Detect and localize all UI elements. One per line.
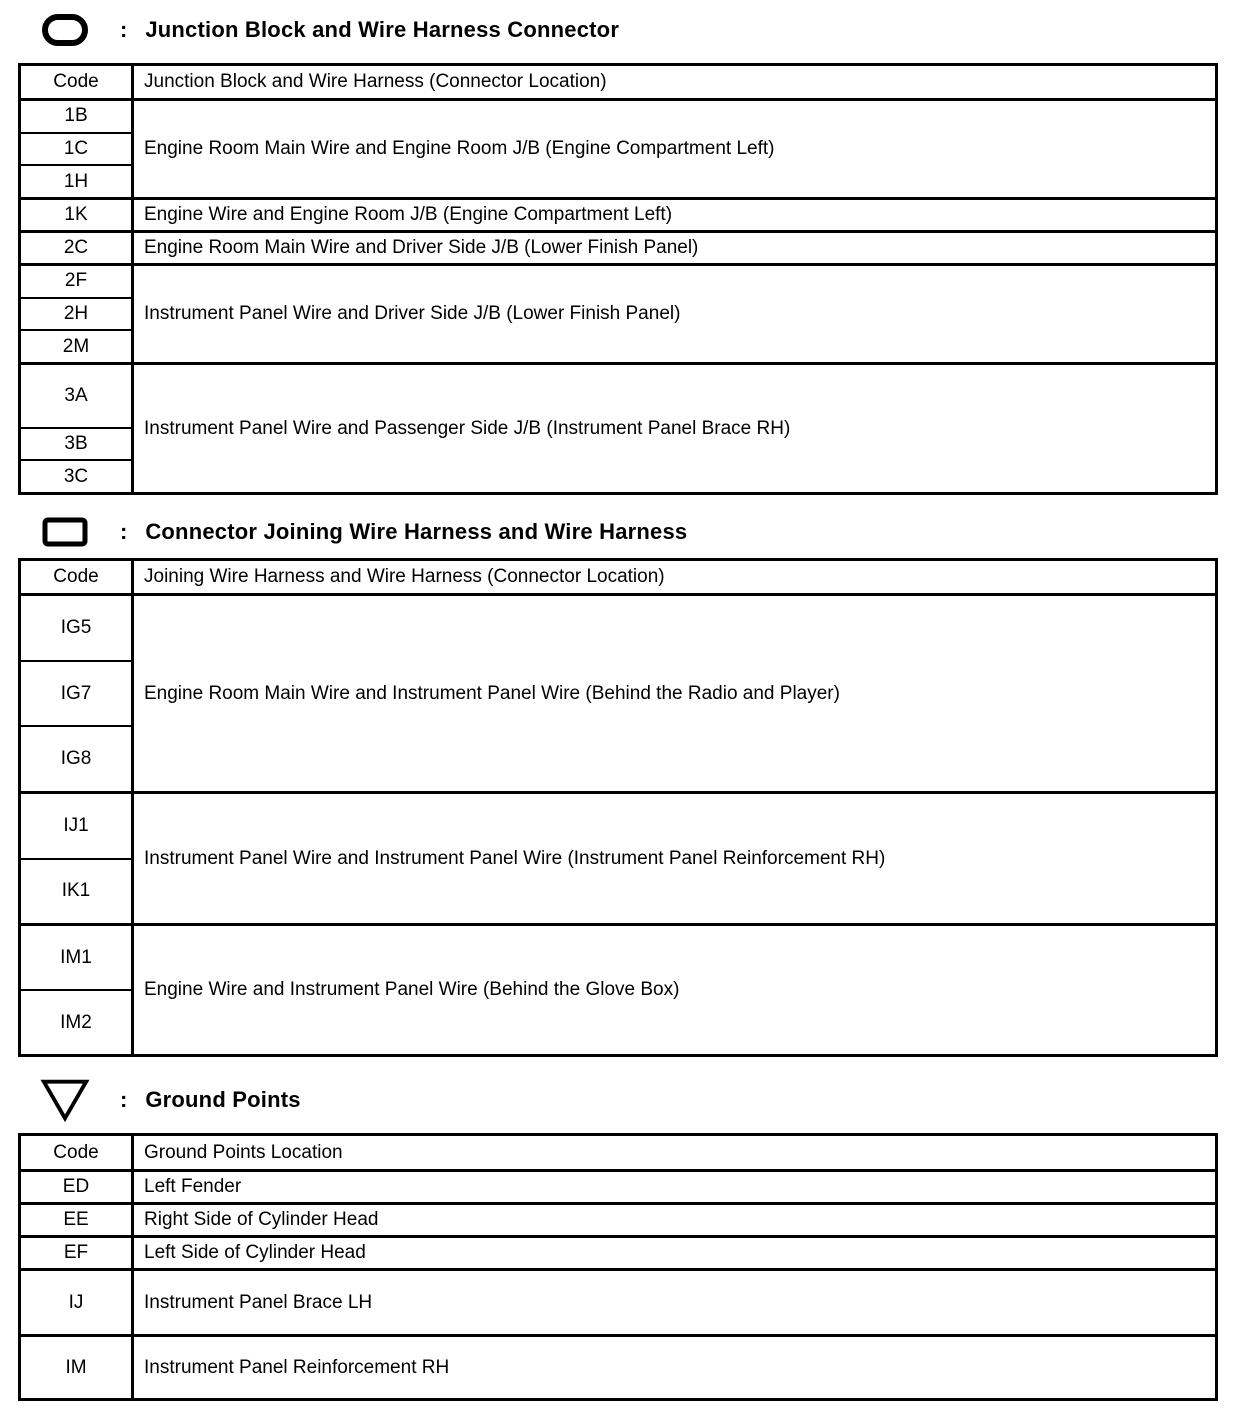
description-cell: Right Side of Cylinder Head (144, 1209, 379, 1230)
header-code: Code (53, 1141, 99, 1163)
code-cell: 1C (21, 132, 131, 165)
code-cell: 2C (63, 237, 89, 258)
section-heading-junction-block (40, 8, 619, 52)
junction-block-table (18, 63, 1218, 495)
description-cell: Left Side of Cylinder Head (144, 1242, 366, 1263)
description-cell: Engine Room Main Wire and Instrument Panel Wire (Behind the Radio and Player) (144, 682, 840, 704)
code-cell: 3A (64, 384, 88, 406)
table-row (21, 263, 1215, 362)
table-row (21, 1202, 1215, 1235)
code-cell: IK1 (21, 858, 131, 924)
code-cell: 1H (21, 164, 131, 197)
heading-colon: : (120, 1087, 128, 1112)
section-heading-ground-points (40, 1078, 301, 1122)
table-row (21, 1268, 1215, 1334)
section-title: Ground Points (145, 1087, 301, 1112)
code-cell: IM2 (21, 989, 131, 1054)
code-cell: 2M (21, 329, 131, 362)
rounded-oval-icon (40, 10, 90, 50)
description-cell: Engine Wire and Instrument Panel Wire (Behind the Glove Box) (144, 979, 680, 1000)
description-cell: Left Fender (144, 1176, 242, 1197)
code-cell: IJ (68, 1291, 84, 1313)
section-title: Connector Joining Wire Harness and Wire Harness (145, 519, 688, 544)
code-cell: 3C (21, 459, 131, 492)
code-cell: ED (62, 1176, 90, 1197)
code-cell: EF (63, 1242, 89, 1263)
code-cell: IG8 (21, 725, 131, 791)
description-cell: Instrument Panel Wire and Instrument Panel Wire (Instrument Panel Reinforcement RH) (144, 847, 886, 869)
table-row (21, 362, 1215, 492)
header-code: Code (53, 71, 99, 92)
rectangle-icon (40, 512, 90, 552)
table-row (21, 1235, 1215, 1268)
header-description: Joining Wire Harness and Wire Harness (Connector Location) (144, 566, 665, 587)
code-cell: 1K (64, 204, 88, 225)
description-cell: Engine Room Main Wire and Driver Side J/B (Lower Finish Panel) (144, 237, 699, 258)
triangle-down-icon (40, 1080, 90, 1120)
table-row (21, 923, 1215, 1054)
heading-colon: : (120, 17, 128, 42)
section-title: Junction Block and Wire Harness Connector (145, 17, 620, 42)
description-cell: Engine Wire and Engine Room J/B (Engine Compartment Left) (144, 204, 673, 225)
table-row (21, 197, 1215, 230)
connector-joining-table (18, 558, 1218, 1057)
table-header-row (21, 561, 1215, 593)
table-row (21, 791, 1215, 923)
description-cell: Instrument Panel Reinforcement RH (144, 1356, 450, 1378)
header-code: Code (53, 566, 99, 587)
description-cell: Engine Room Main Wire and Engine Room J/B (Engine Compartment Left) (144, 138, 775, 159)
ground-points-table (18, 1133, 1218, 1401)
table-row (21, 230, 1215, 263)
table-header-row (21, 66, 1215, 98)
description-cell: Instrument Panel Brace LH (144, 1291, 373, 1313)
code-cell: IM1 (60, 946, 92, 968)
description-cell: Instrument Panel Wire and Passenger Side J/B (Instrument Panel Brace RH) (144, 417, 791, 439)
code-cell: IM (65, 1356, 87, 1378)
table-header-row (21, 1136, 1215, 1169)
code-cell: 2H (21, 297, 131, 330)
heading-colon: : (120, 519, 128, 544)
code-cell: IG5 (60, 616, 92, 638)
code-cell: 1B (64, 105, 88, 127)
code-cell: 2F (64, 270, 88, 292)
code-cell: EE (63, 1209, 89, 1230)
section-heading-connector-joining (40, 510, 687, 554)
code-cell: IG7 (21, 660, 131, 726)
header-description: Ground Points Location (144, 1141, 343, 1163)
code-cell: IJ1 (63, 814, 89, 836)
table-row (21, 593, 1215, 791)
table-row (21, 1169, 1215, 1202)
table-row (21, 1334, 1215, 1398)
code-cell: 3B (21, 427, 131, 460)
description-cell: Instrument Panel Wire and Driver Side J/B (Lower Finish Panel) (144, 303, 681, 324)
header-description: Junction Block and Wire Harness (Connector Location) (144, 71, 607, 92)
table-row (21, 98, 1215, 197)
